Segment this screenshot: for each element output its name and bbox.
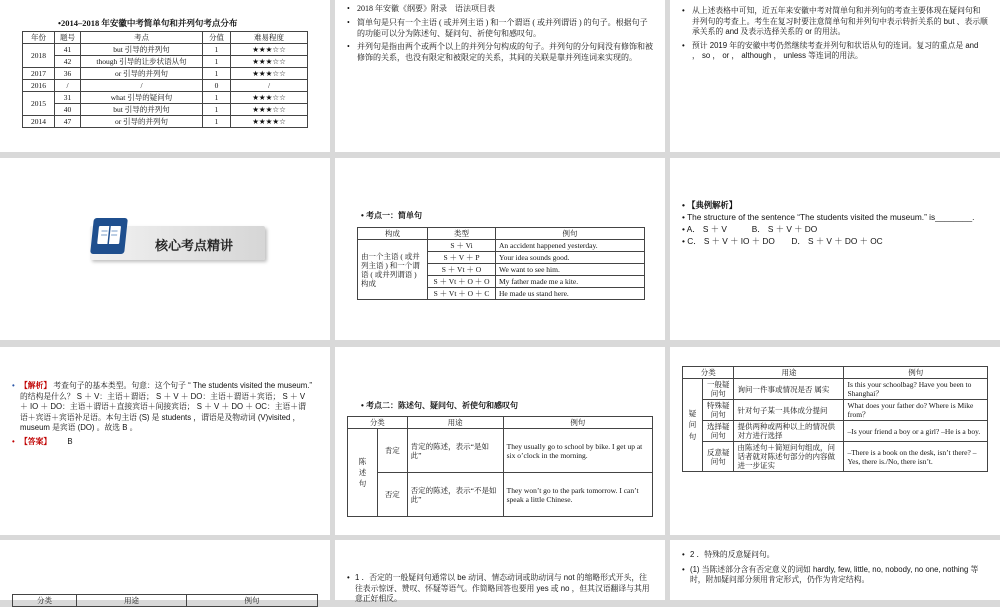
cell-usage: 提供两种或两种以上的情况供对方进行选择 <box>734 421 844 442</box>
table-header-row <box>23 32 308 44</box>
bullet-dot-icon: • <box>347 573 350 582</box>
header-usage: 用途 <box>734 367 844 379</box>
cell: 47 <box>55 116 81 128</box>
cell-type: S ＋ Vi <box>428 240 496 252</box>
question-text: The structure of the sentence “The students visited the museum.” is________. <box>687 212 975 223</box>
header-example: 例句 <box>844 367 988 379</box>
book-icon <box>90 218 128 254</box>
cell-usage: 由陈述句＋简短问句组成，问话者就对陈述句部分的内容做进一步证实 <box>734 442 844 472</box>
list-item: • 并列句是指由两个或两个以上的并列分句构成的句子。并列句的分句间没有修饰和被修饰的关系，也没有限定和被限定的关系，其间的关联是靠并列连词来实现的。 <box>347 42 653 64</box>
distribution-table <box>22 31 308 128</box>
slide-special-tag-question <box>670 540 1000 600</box>
note-heading: 2 ．特殊的反意疑问句。 <box>690 550 775 559</box>
cell: what 引导的疑问句 <box>81 92 203 104</box>
header-usage: 用途 <box>77 595 187 607</box>
cell-type: S ＋ Vt ＋ O ＋ O <box>428 276 496 288</box>
slide-analysis <box>670 0 1000 152</box>
options-cd: C． S ＋ V ＋ IO ＋ DO D． S ＋ V ＋ DO ＋ OC <box>687 236 883 247</box>
cell: ★★★☆☆ <box>231 104 308 116</box>
list-item: • 2018 年安徽《纲要》附录 语法项目表 <box>347 4 653 15</box>
header-category: 分类 <box>683 367 734 379</box>
cell-structure: 由一个主语 ( 或并列主语 ) 和一个谓语 ( 或并列谓语 ) 构成 <box>358 240 428 300</box>
cell: 1 <box>203 56 231 68</box>
table-row <box>23 116 308 128</box>
cell: 0 <box>203 80 231 92</box>
analysis-list <box>682 6 988 65</box>
explanation-paragraph <box>12 381 312 434</box>
negative-question-note <box>347 573 653 605</box>
cell: ★★★☆☆ <box>231 44 308 56</box>
header-year: 年份 <box>23 32 55 44</box>
declarative-table <box>347 416 653 517</box>
list-item: • 简单句是只有一个主语 ( 或并列主语 ) 和一个谓语 ( 或并列谓语 ) 的句子。根据句子的功能可以分为陈述句、疑问句、祈使句和感叹句。 <box>347 18 653 40</box>
cell: / <box>81 80 203 92</box>
cell-subtype: 一般疑问句 <box>703 379 734 400</box>
cell-year: 2015 <box>23 92 55 116</box>
cell: but 引导的并列句 <box>81 44 203 56</box>
interrogative-table <box>682 366 988 472</box>
cell: or 引导的并列句 <box>81 68 203 80</box>
slide-declarative <box>335 347 665 535</box>
options-ab: A． S ＋ V B． S ＋ V ＋ DO <box>686 224 818 235</box>
cell: 1 <box>203 92 231 104</box>
cell: or 引导的并列句 <box>81 116 203 128</box>
answer-label: 【答案】 <box>20 436 52 446</box>
option-line-1: • A． S ＋ V B． S ＋ V ＋ DO <box>682 224 818 235</box>
explanation-text: 考查句子的基本类型。句意：这个句子 “ The students visited the museum.” 的结构是什么？ S ＋ V：主语＋谓语； S ＋ V ＋ DO：主语＋谓语＋宾语； S ＋ V ＋ IO ＋ DO：主语＋谓语＋直接宾语＋间接宾语； S ＋ V ＋ DO ＋ OC：主语＋谓语＋宾语＋宾语补足语。本句主语 (S) 是 students ，谓语是及物动词 (V)visited ， museum 是宾语 (DO) 。故选 B 。 <box>20 381 313 433</box>
cell-usage: 否定的陈述，表示“不是如此” <box>407 473 503 517</box>
cell: ★★★☆☆ <box>231 68 308 80</box>
cell: ★★★★☆ <box>231 116 308 128</box>
slide-simple-sentence <box>335 158 665 340</box>
slide-title: • 考点一：简单句 <box>361 211 423 220</box>
cell-year: 2017 <box>23 68 55 80</box>
cell-group <box>683 379 703 472</box>
header-example: 例句 <box>496 228 645 240</box>
bullet-dot-icon: • <box>12 381 15 390</box>
cell: 1 <box>203 104 231 116</box>
bullet-dot-icon: • <box>12 436 15 446</box>
slide-definitions <box>335 0 665 152</box>
table-row <box>348 429 653 473</box>
group-label: 疑问句 <box>688 409 697 441</box>
table-row <box>23 68 308 80</box>
cell-usage: 针对句子某一具体成分提问 <box>734 400 844 421</box>
cell-year: 2014 <box>23 116 55 128</box>
cell-example: –Is your friend a boy or a girl? –He is a boy. <box>844 421 988 442</box>
cell-usage: 肯定的陈述，表示“是如此” <box>407 429 503 473</box>
table-row <box>23 104 308 116</box>
group-label: 陈述句 <box>358 456 367 489</box>
header-point: 考点 <box>81 32 203 44</box>
answer-value: B <box>67 436 73 446</box>
header-example: 例句 <box>503 417 652 429</box>
cell-example: Your idea sounds good. <box>496 252 645 264</box>
cell: 1 <box>203 116 231 128</box>
note-line <box>682 565 988 586</box>
cell: / <box>55 80 81 92</box>
example-label: 【典例解析】 <box>687 200 738 210</box>
cell: 36 <box>55 68 81 80</box>
note-line <box>682 550 988 561</box>
cell-subtype: 选择疑问句 <box>703 421 734 442</box>
slide-example-question <box>670 158 1000 340</box>
explanation-block <box>12 381 312 447</box>
table-header-row <box>13 595 318 607</box>
header-structure: 构成 <box>358 228 428 240</box>
cell-year: 2016 <box>23 80 55 92</box>
header-example: 例句 <box>187 595 318 607</box>
example-label-line: • 【典例解析】 <box>682 200 738 210</box>
tag-question-note <box>682 550 988 586</box>
cell: 1 <box>203 44 231 56</box>
table-header-row <box>683 367 988 379</box>
header-usage: 用途 <box>407 417 503 429</box>
table-row <box>683 400 988 421</box>
table-row <box>23 80 308 92</box>
cell-example: My father made me a kite. <box>496 276 645 288</box>
table-row <box>23 92 308 104</box>
header-type: 类型 <box>428 228 496 240</box>
cell: ★★★☆☆ <box>231 56 308 68</box>
table-row <box>683 442 988 472</box>
slide-section-header <box>0 158 330 340</box>
cell-example: –There is a book on the desk, isn’t there? –Yes, there is./No, there isn’t. <box>844 442 988 472</box>
table-header-row <box>348 417 653 429</box>
table-row <box>358 240 645 252</box>
header-difficulty: 难易程度 <box>231 32 308 44</box>
cell: though 引导的让步状语从句 <box>81 56 203 68</box>
cell-example: An accident happened yesterday. <box>496 240 645 252</box>
cell-example: What does your father do? Where is Mike from？ <box>844 400 988 421</box>
bullet-dot-icon: • <box>682 564 685 574</box>
header-category: 分类 <box>13 595 77 607</box>
cell-group <box>348 429 378 517</box>
cell: but 引导的并列句 <box>81 104 203 116</box>
cell: 41 <box>55 44 81 56</box>
explanation-label: 【解析】 <box>20 381 52 390</box>
table-row <box>348 473 653 517</box>
table-row <box>683 379 988 400</box>
slide-title: • 考点二：陈述句、疑问句、祈使句和感叹句 <box>361 401 519 410</box>
option-line-2: • C． S ＋ V ＋ IO ＋ DO D． S ＋ V ＋ DO ＋ OC <box>682 236 883 247</box>
cell: 31 <box>55 92 81 104</box>
cell-subtype: 肯定 <box>378 429 408 473</box>
definition-list <box>347 4 653 67</box>
cell: 1 <box>203 68 231 80</box>
note-text: (1) 当陈述部分含有否定意义的词如 hardly, few, little, no, nobody, no one, nothing 等时，附加疑问部分须用肯定形式，仍作为肯定结构。 <box>690 564 979 585</box>
section-title: 核心考点精讲 <box>155 239 234 254</box>
partial-table <box>12 594 318 607</box>
slide-title: •2014–2018 年安徽中考简单句和并列句考点分布 <box>58 18 238 28</box>
cell: 42 <box>55 56 81 68</box>
list-item: • 预计 2019 年的安徽中考仍然继续考查并列句和状语从句的连词。复习的重点是 and ， so ， or ， although ， unless 等连词的用法。 <box>682 41 988 62</box>
cell-example: He made us stand here. <box>496 288 645 300</box>
cell: ★★★☆☆ <box>231 92 308 104</box>
cell: / <box>231 80 308 92</box>
cell-year: 2018 <box>23 44 55 68</box>
question-block <box>682 199 982 247</box>
slide-interrogative <box>670 347 1000 535</box>
cell-type: S ＋ Vt ＋ O <box>428 264 496 276</box>
cell-subtype: 特殊疑问句 <box>703 400 734 421</box>
cell-example: They won’t go to the park tomorrow. I can’t speak a little Chinese. <box>503 473 652 517</box>
slide-partial-table <box>0 540 330 605</box>
cell-subtype: 反意疑问句 <box>703 442 734 472</box>
cell-type: S ＋ Vt ＋ O ＋ C <box>428 288 496 300</box>
cell: 40 <box>55 104 81 116</box>
note-text: 1 ．否定的一般疑问句通常以 be 动词、情态动词或助动词与 not 的缩略形式开头，往往表示惊讶、赞叹、怀疑等语气。作简略回答也要用 yes 或 no ，但其汉语翻译与其用意正好相反。 <box>355 573 650 604</box>
table-row <box>683 421 988 442</box>
table-row <box>23 44 308 56</box>
cell-example: They usually go to school by bike. I get up at six o’clock in the morning. <box>503 429 652 473</box>
list-item: • 从上述表格中可知，近五年来安徽中考对简单句和并列句的考查主要体现在疑问句和并列句的考查上。考生在复习时要注意简单句和并列句中表示转折关系的 but 、表示顺承关系的 and 及表示选择关系的 or 的用法。 <box>682 6 988 38</box>
table-header-row <box>358 228 645 240</box>
cell-example: We want to see him. <box>496 264 645 276</box>
cell-subtype: 否定 <box>378 473 408 517</box>
table-row <box>23 56 308 68</box>
header-category: 分类 <box>348 417 408 429</box>
header-question-no: 题号 <box>55 32 81 44</box>
answer-line <box>12 437 312 448</box>
cell-example: Is this your schoolbag? Have you been to Shanghai？ <box>844 379 988 400</box>
slide-explanation <box>0 347 330 535</box>
slide-exam-distribution <box>0 0 330 152</box>
bullet-dot-icon: • <box>682 550 685 559</box>
simple-sentence-table <box>357 227 645 300</box>
cell-usage: 询问一件事或情况是否 属实 <box>734 379 844 400</box>
question-line: • The structure of the sentence “The students visited the museum.” is________. <box>682 212 975 223</box>
cell-type: S ＋ V ＋ P <box>428 252 496 264</box>
header-score: 分值 <box>203 32 231 44</box>
slide-negative-question <box>335 540 665 604</box>
